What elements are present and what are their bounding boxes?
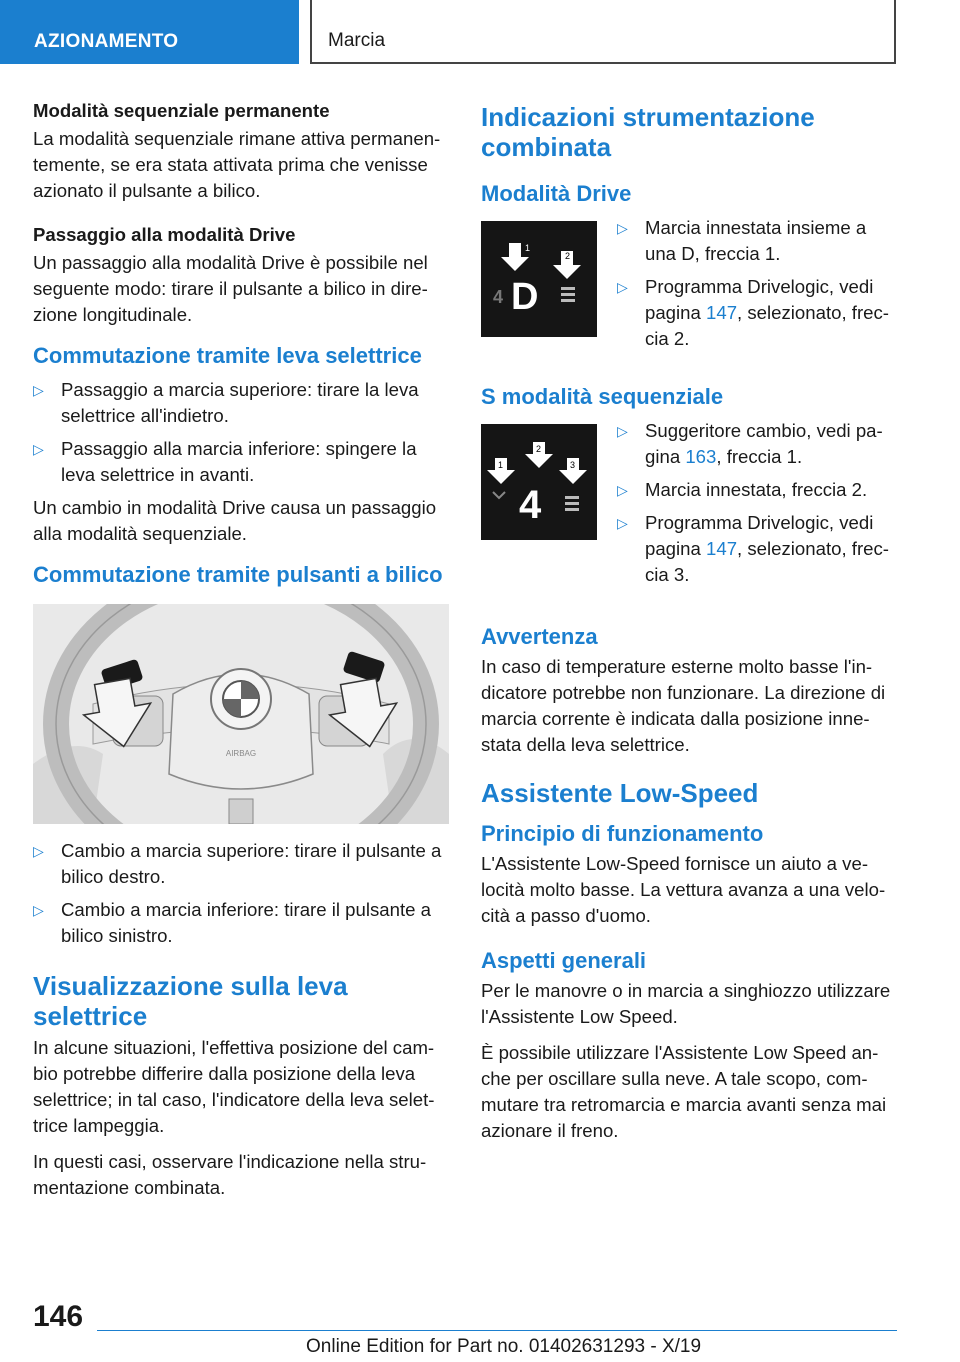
right-column (481, 98, 897, 1154)
text-leva: Un cambio in modalità Drive causa un passaggio alla modalità sequenziale. (33, 497, 437, 544)
triangle-right-icon: ▷ (617, 423, 628, 439)
heading-visualizzazione: Visualizzazione sulla leva selettrice (33, 971, 348, 1031)
list-item: ▷ Programma Drivelogic, vedi pagina 147, selezionato, frec-cia 3. (617, 512, 889, 585)
heading-leva-selettrice: Commutazione tramite leva selettrice (33, 343, 422, 368)
text-passaggio-drive: Un passaggio alla modalità Drive è possibile nel seguente modo: tirare il pulsante a bilico in dire-zione longitudinale. (33, 252, 428, 325)
drive-display-image (481, 221, 597, 337)
heading-aspetti: Aspetti generali (481, 948, 647, 973)
text-avvertenza: In caso di temperature esterne molto basse l'in-dicatore potrebbe non funzionare. La direzione di marcia corrente è indicata dalla posizione inne-stata della leva selettrice. (481, 656, 886, 755)
triangle-right-icon: ▷ (33, 441, 44, 457)
text-visualizzazione-1: In alcune situazioni, l'effettiva posizione del cam-bio potrebbe differire dalla posizione della leva selettrice; in tal caso, l'indicatore della leva selet-trice lampeggia. (33, 1037, 435, 1136)
left-column (33, 98, 449, 1211)
steering-wheel-illustration (33, 604, 449, 824)
text-aspetti-1: Per le manovre o in marcia a singhiozzo utilizzare l'Assistente Low Speed. (481, 980, 891, 1027)
list-item: ▷ Marcia innestata insieme a una D, freccia 1. (617, 217, 867, 264)
list-sequenziale (617, 418, 897, 595)
list-leva (33, 377, 449, 488)
heading-passaggio-drive: Passaggio alla modalità Drive (33, 224, 296, 245)
svg-text:1: 1 (498, 460, 504, 470)
list-item: ▷ Programma Drivelogic, vedi pagina 147, selezionato, frec-cia 2. (617, 276, 889, 349)
page-number: 146 (33, 1300, 84, 1333)
list-pulsanti (33, 838, 449, 949)
heading-sequenziale: S modalità sequenziale (481, 384, 724, 409)
triangle-right-icon: ▷ (617, 515, 628, 531)
svg-text:4: 4 (493, 287, 504, 307)
footer-divider (97, 1330, 897, 1331)
heading-modalita-drive: Modalità Drive (481, 181, 632, 206)
sequential-display-image (481, 424, 597, 540)
list-item: ▷ Cambio a marcia superiore: tirare il pulsante a bilico destro. (33, 840, 442, 887)
svg-text:3: 3 (570, 460, 576, 470)
page-link[interactable]: 147 (706, 302, 738, 323)
page-link[interactable]: 147 (706, 538, 738, 559)
heading-principio: Principio di funzionamento (481, 821, 764, 846)
text-modalita-permanente: La modalità sequenziale rimane attiva permanen-temente, se era stata attivata prima che venisse azionato il pulsante a bilico. (33, 128, 441, 201)
heading-pulsanti-bilico: Commutazione tramite pulsanti a bilico (33, 562, 443, 587)
list-item: ▷ Suggeritore cambio, vedi pa-gina 163, freccia 1. (617, 420, 883, 467)
text-visualizzazione-2: In questi casi, osservare l'indicazione nella stru-mentazione combinata. (33, 1151, 427, 1198)
header-section-tab: AZIONAMENTO (0, 0, 299, 64)
svg-text:1: 1 (525, 243, 531, 253)
triangle-right-icon: ▷ (33, 382, 44, 398)
list-item: ▷ Passaggio alla marcia inferiore: spingere la leva selettrice in avanti. (33, 438, 417, 485)
text-aspetti-2: È possibile utilizzare l'Assistente Low Speed an-che per oscillare sulla neve. A tale scopo, com-mutare tra retromarcia e marcia avanti senza mai azionare il freno. (481, 1042, 887, 1141)
triangle-right-icon: ▷ (617, 279, 628, 295)
svg-text:D: D (511, 276, 539, 318)
list-item: ▷ Cambio a marcia inferiore: tirare il pulsante a bilico sinistro. (33, 899, 431, 946)
airbag-label: AIRBAG (225, 749, 257, 758)
heading-avvertenza: Avvertenza (481, 624, 598, 649)
list-item: ▷ Marcia innestata, freccia 2. (617, 477, 897, 503)
list-modalita-drive (617, 215, 897, 359)
triangle-right-icon: ▷ (33, 843, 44, 859)
page-link[interactable]: 163 (685, 446, 717, 467)
svg-text:4: 4 (519, 483, 542, 527)
list-item: ▷ Passaggio a marcia superiore: tirare la leva selettrice all'indietro. (33, 379, 419, 426)
header-topic: Marcia (310, 0, 896, 64)
triangle-right-icon: ▷ (617, 220, 628, 236)
heading-low-speed: Assistente Low-Speed (481, 778, 759, 808)
triangle-right-icon: ▷ (617, 482, 628, 498)
heading-modalita-permanente: Modalità sequenziale permanente (33, 100, 330, 121)
svg-text:2: 2 (536, 444, 542, 454)
text-principio: L'Assistente Low-Speed fornisce un aiuto a ve-locità molto basse. La vettura avanza a una velo-cità a passo d'uomo. (481, 853, 886, 926)
heading-indicazioni: Indicazioni strumentazione combinata (481, 102, 815, 162)
svg-text:2: 2 (565, 251, 571, 261)
triangle-right-icon: ▷ (33, 902, 44, 918)
footer-edition: Online Edition for Part no. 01402631293 - X/19 (306, 1336, 702, 1357)
